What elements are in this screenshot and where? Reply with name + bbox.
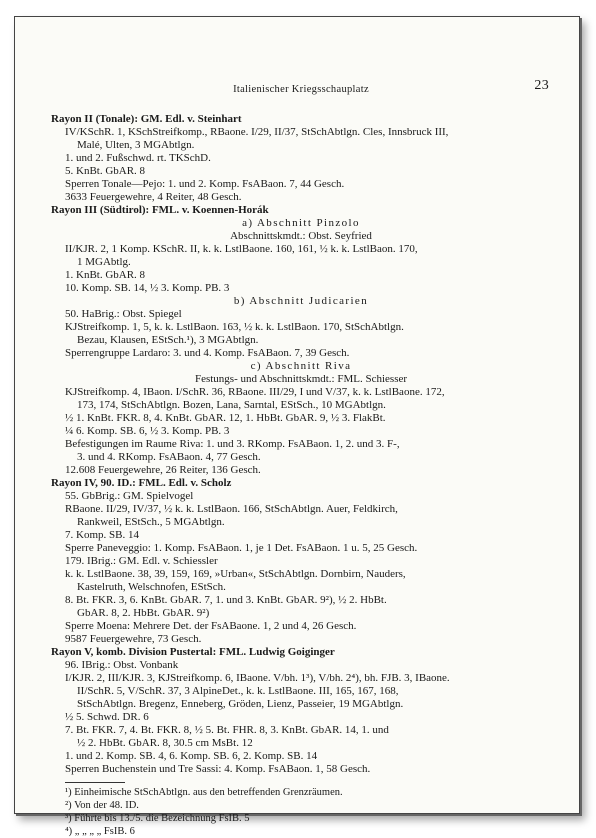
text-line: k. k. LstlBaone. 38, 39, 159, 169, »Urban«, StSchAbtlgn. Dornbirn, Nauders,	[65, 568, 406, 580]
page-number: 23	[534, 78, 549, 93]
text-line: 1. KnBt. GbAR. 8	[65, 269, 146, 281]
text-line: IV/KSchR. 1, KSchStreifkomp., RBaone. I/29, II/37, StSchAbtlgn. Cles, Innsbruck III,	[65, 126, 449, 138]
footnote: ²) Von der 48. ID.	[65, 800, 139, 811]
text-line: 173, 174, StSchAbtlgn. Bozen, Lana, Sarntal, EStSch., 10 MGAbtlgn.	[77, 399, 386, 411]
text-line: Kastelruth, Welschnofen, EStSch.	[77, 581, 226, 593]
text-line: ½ 2. HbBt. GbAR. 8, 30.5 cm MsBt. 12	[77, 737, 253, 749]
text-line: Malé, Ulten, 3 MGAbtlgn.	[77, 139, 195, 151]
text-line: 5. KnBt. GbAR. 8	[65, 165, 146, 177]
text-line: StSchAbtlgn. Bregenz, Enneberg, Gröden, Lienz, Passeier, 19 MGAbtlgn.	[77, 698, 404, 710]
text-line: Bezau, Klausen, EStSch.¹), 3 MGAbtlgn.	[77, 334, 259, 346]
text-line: 7. Bt. FKR. 7, 4. Bt. FKR. 8, ½ 5. Bt. FHR. 8, 3. KnBt. GbAR. 14, 1. und	[65, 724, 389, 736]
text-line: KJStreifkomp. 4, IBaon. I/SchR. 36, RBaone. III/29, I und V/37, k. k. LstlBaone. 172,	[65, 386, 445, 398]
text-line: KJStreifkomp. 1, 5, k. k. LstlBaon. 163, ½ k. k. LstlBaon. 170, StSchAbtlgn.	[65, 321, 404, 333]
text-line: I/KJR. 2, III/KJR. 3, KJStreifkomp. 6, IBaone. V/bh. 1³), V/bh. 2⁴), bh. FJB. 3, IBaone.	[65, 672, 450, 684]
footnote: ³) Führte bis 13./5. die Bezeichnung FsIB. 5	[65, 813, 250, 824]
text-line: Rankweil, EStSch., 5 MGAbtlgn.	[77, 516, 225, 528]
page-header	[51, 27, 551, 95]
text-line: ¼ 6. Komp. SB. 6, ½ 3. Komp. PB. 3	[65, 425, 230, 437]
text-line: 3633 Feuergewehre, 4 Reiter, 48 Gesch.	[65, 191, 242, 203]
text-line: GbAR. 8, 2. HbBt. GbAR. 9²)	[77, 607, 210, 619]
text-line: 12.608 Feuergewehre, 26 Reiter, 136 Gesch.	[65, 464, 261, 476]
text-line: 1. und 2. Komp. SB. 4, 6. Komp. SB. 6, 2. Komp. SB. 14	[65, 750, 318, 762]
text-line: Befestigungen im Raume Riva: 1. und 3. RKomp. FsABaon. 1, 2. und 3. F-,	[65, 438, 400, 450]
text-line: Sperren Buchenstein und Tre Sassi: 4. Komp. FsABaon. 1, 58 Gesch.	[65, 763, 371, 775]
text-line: Sperre Paneveggio: 1. Komp. FsABaon. 1, je 1 Det. FsABaon. 1 u. 5, 25 Gesch.	[65, 542, 418, 554]
document-body	[51, 113, 551, 838]
text-line: 55. GbBrig.: GM. Spielvogel	[65, 490, 194, 502]
document-page	[51, 27, 551, 837]
footnote-separator	[65, 782, 125, 783]
page-frame	[14, 16, 580, 837]
footnote: ¹) Einheimische StSchAbtlgn. aus den betreffenden Grenzräumen.	[65, 787, 343, 798]
text-line: II/SchR. 5, V/SchR. 37, 3 AlpineDet., k. k. LstlBaone. III, 165, 167, 168,	[77, 685, 399, 697]
text-line: 10. Komp. SB. 14, ½ 3. Komp. PB. 3	[65, 282, 230, 294]
text-line: Abschnittskmdt.: Obst. Seyfried	[230, 230, 372, 242]
text-line: 8. Bt. FKR. 3, 6. KnBt. GbAR. 7, 1. und 3. KnBt. GbAR. 9²), ½ 2. HbBt.	[65, 594, 387, 606]
text-line: Sperre Moena: Mehrere Det. der FsABaone. 1, 2 und 4, 26 Gesch.	[65, 620, 357, 632]
rayon-heading: Rayon II (Tonale): GM. Edl. v. Steinhart	[51, 113, 242, 125]
text-line: 9587 Feuergewehre, 73 Gesch.	[65, 633, 202, 645]
rayon-heading: Rayon V, komb. Division Pustertal: FML. Ludwig Goiginger	[51, 646, 335, 658]
text-line: II/KJR. 2, 1 Komp. KSchR. II, k. k. LstlBaone. 160, 161, ½ k. k. LstlBaon. 170,	[65, 243, 418, 255]
text-line: Sperrengruppe Lardaro: 3. und 4. Komp. FsABaon. 7, 39 Gesch.	[65, 347, 350, 359]
rayon-heading: Rayon III (Südtirol): FML. v. Koennen-Horák	[51, 204, 269, 216]
text-line: 1 MGAbtlg.	[77, 256, 131, 268]
footnote: ⁴) „ „ „ „ FsIB. 6	[65, 826, 135, 837]
text-line: 1. und 2. Fußschwd. rt. TKSchD.	[65, 152, 211, 164]
text-line: 179. IBrig.: GM. Edl. v. Schiessler	[65, 555, 218, 567]
text-line: RBaone. II/29, IV/37, ½ k. k. LstlBaon. 166, StSchAbtlgn. Auer, Feldkirch,	[65, 503, 398, 515]
running-title: Italienischer Kriegsschauplatz	[233, 84, 369, 95]
text-line: Festungs- und Abschnittskmdt.: FML. Schiesser	[194, 373, 408, 385]
text-line: 7. Komp. SB. 14	[65, 529, 139, 541]
text-line: c) Abschnitt Riva	[250, 360, 352, 372]
text-line: 96. IBrig.: Obst. Vonbank	[65, 659, 179, 671]
text-line: 3. und 4. RKomp. FsABaon. 4, 77 Gesch.	[77, 451, 261, 463]
text-line: ½ 1. KnBt. FKR. 8, 4. KnBt. GbAR. 12, 1. HbBt. GbAR. 9, ½ 3. FlakBt.	[65, 412, 386, 424]
text-line: b) Abschnitt Judicarien	[233, 295, 369, 307]
text-line: 50. HaBrig.: Obst. Spiegel	[65, 308, 182, 320]
text-line: a) Abschnitt Pinzolo	[242, 217, 360, 229]
rayon-heading: Rayon IV, 90. ID.: FML. Edl. v. Scholz	[51, 477, 232, 489]
text-line: Sperren Tonale—Pejo: 1. und 2. Komp. FsABaon. 7, 44 Gesch.	[65, 178, 345, 190]
text-line: ½ 5. Schwd. DR. 6	[65, 711, 149, 723]
